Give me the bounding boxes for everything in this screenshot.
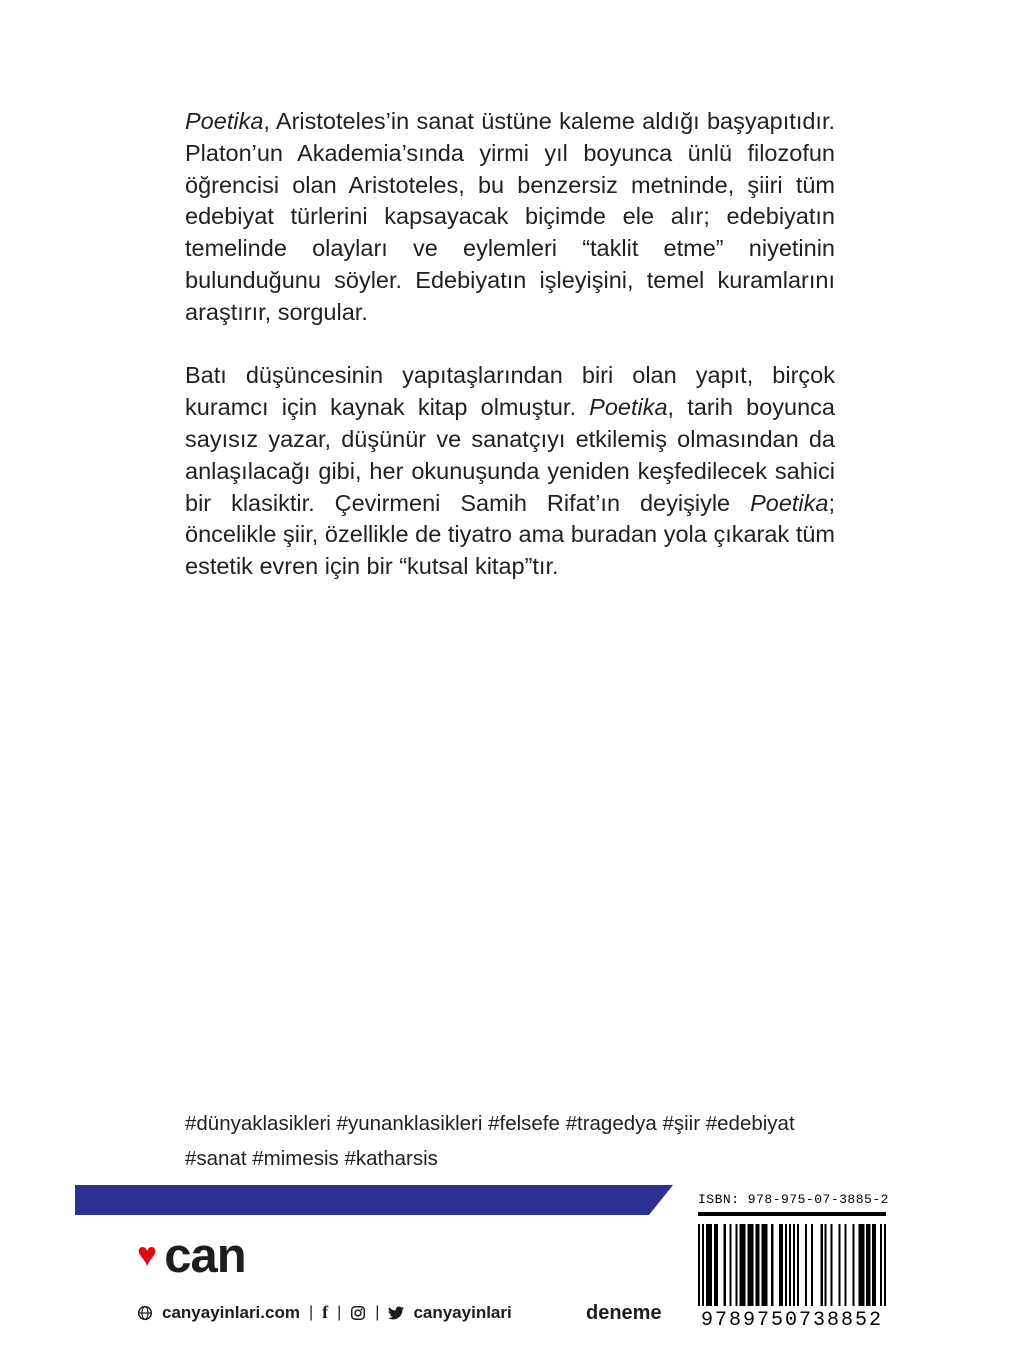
heart-icon: ♥ bbox=[137, 1235, 158, 1274]
hashtags-line-2: #sanat #mimesis #katharsis bbox=[185, 1147, 438, 1170]
website-text: canyayinlari.com bbox=[162, 1302, 300, 1322]
blue-stripe bbox=[75, 1185, 673, 1215]
separator: | bbox=[375, 1303, 380, 1321]
facebook-icon: f bbox=[322, 1302, 329, 1322]
hashtags bbox=[185, 1106, 865, 1176]
publisher-logo bbox=[137, 1229, 246, 1283]
instagram-icon bbox=[350, 1305, 366, 1321]
separator: | bbox=[337, 1303, 342, 1321]
twitter-icon bbox=[388, 1305, 404, 1321]
barcode-bars bbox=[698, 1224, 886, 1306]
back-cover-text bbox=[185, 106, 835, 583]
paragraph-2: Batı düşüncesinin yapıtaşlarından biri olan yapıt, birçok kuramcı için kaynak kitap olmuştur. Poetika, tarih boyunca sayısız yazar, düşünür ve sanatçıyı etkilemiş olmasından da anlaşılacağı gibi, her okunuşunda yeniden keşfedilecek sahici bir klasiktir. Çevirmeni Samih Rifat’ın deyişiyle Poetika; öncelikle şiir, özellikle de tiyatro ama buradan yola çıkarak tüm estetik evren için bir “kutsal kitap”tır. bbox=[185, 362, 835, 580]
isbn-text: ISBN: 978-975-07-3885-2 bbox=[698, 1192, 886, 1216]
globe-icon bbox=[137, 1305, 153, 1321]
isbn-barcode bbox=[698, 1192, 889, 1332]
twitter-handle: canyayinlari bbox=[413, 1302, 512, 1322]
hashtags-line-1: #dünyaklasikleri #yunanklasikleri #felsefe #tragedya #şiir #edebiyat bbox=[185, 1112, 795, 1135]
barcode-number: 9789750738852 bbox=[700, 1309, 884, 1332]
separator: | bbox=[308, 1303, 314, 1321]
social-row bbox=[137, 1302, 512, 1323]
paragraph-1: Poetika, Aristoteles’in sanat üstüne kaleme aldığı başyapıtıdır. Platon’un Akademia’sında yirmi yıl boyunca ünlü filozofun öğrencisi olan Aristoteles, bu benzersiz metninde, şiiri tüm edebiyat türlerini kapsayacak biçimde ele alır; edebiyatın temelinde olayları ve eylemleri “taklit etme” niyetinin bulunduğunu söyler. Edebiyatın işleyişini, temel kuramlarını araştırır, sorgular. bbox=[185, 108, 835, 325]
genre-label: deneme bbox=[586, 1302, 662, 1324]
publisher-logo-text: can bbox=[164, 1229, 246, 1283]
